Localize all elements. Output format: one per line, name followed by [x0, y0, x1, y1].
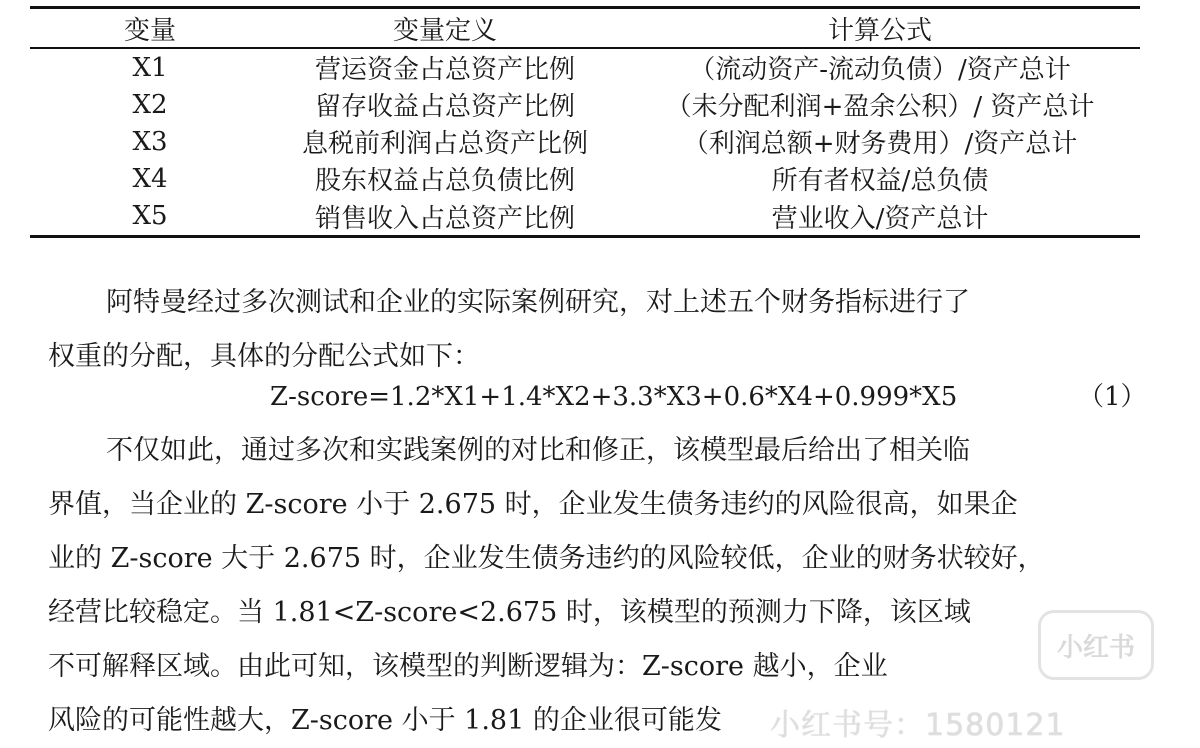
cell-formula: 所有者权益/总负债	[771, 166, 989, 196]
equation-number: （1）	[1078, 382, 1147, 412]
table-row	[30, 86, 1140, 123]
xiaohongshu-logo-watermark: 小红书	[1038, 610, 1154, 680]
cell-variable: X1	[132, 52, 168, 83]
header-formula: 计算公式	[620, 8, 1140, 49]
variable-table-container	[30, 6, 1140, 238]
cell-definition: 留存收益占总资产比例	[314, 92, 575, 122]
cell-definition: 营运资金占总资产比例	[314, 55, 575, 85]
formula-line	[0, 372, 1200, 422]
paragraph-line: 风险的可能性越大，Z-score 小于 1.81 的企业很可能发	[48, 705, 722, 736]
variable-definition-table	[30, 6, 1140, 238]
cell-definition: 销售收入占总资产比例	[270, 197, 620, 237]
table-header-row	[30, 8, 1140, 49]
table-row	[30, 48, 1140, 86]
header-definition: 变量定义	[270, 8, 620, 49]
paragraph-line: 不仅如此，通过多次和实践案例的对比和修正，该模型最后给出了相关临	[106, 435, 970, 466]
cell-formula: （流动资产-流动负债）/资产总计	[689, 55, 1071, 85]
intro-line-1: 阿特曼经过多次测试和企业的实际案例研究，对上述五个财务指标进行了	[106, 287, 970, 318]
z-score-formula: Z-score=1.2*X1+1.4*X2+3.3*X3+0.6*X4+0.999*X5	[270, 382, 958, 412]
cell-definition: 股东权益占总负债比例	[314, 166, 575, 196]
cell-definition: 息税前利润占总资产比例	[301, 129, 588, 159]
cell-formula: （未分配利润+盈余公积）/ 资产总计	[665, 92, 1095, 122]
intro-paragraph	[48, 276, 1148, 384]
header-variable: 变量	[30, 8, 270, 49]
cell-variable: X3	[132, 126, 168, 157]
table-row	[30, 160, 1140, 197]
cell-variable: X5	[30, 197, 270, 237]
paragraph-line: 界值，当企业的 Z-score 小于 2.675 时，企业发生债务违约的风险很高，如果企	[48, 489, 1018, 520]
xiaohongshu-id-watermark: 小红书号：1580121	[770, 708, 1066, 743]
cell-formula: （利润总额+财务费用）/资产总计	[682, 129, 1078, 159]
paragraph-line: 不可解释区域。由此可知，该模型的判断逻辑为：Z-score 越小，企业	[48, 651, 888, 682]
cell-variable: X2	[132, 89, 168, 120]
paragraph-line: 业的 Z-score 大于 2.675 时，企业发生债务违约的风险较低，企业的财务状较好，	[48, 543, 1045, 574]
cell-variable: X4	[132, 163, 168, 194]
table-row	[30, 123, 1140, 160]
intro-line-2: 权重的分配，具体的分配公式如下：	[48, 341, 480, 372]
paragraph-line: 经营比较稳定。当 1.81<Z-score<2.675 时，该模型的预测力下降，该区域	[48, 597, 971, 628]
table-row	[30, 197, 1140, 237]
cell-formula: 营业收入/资产总计	[620, 197, 1140, 237]
